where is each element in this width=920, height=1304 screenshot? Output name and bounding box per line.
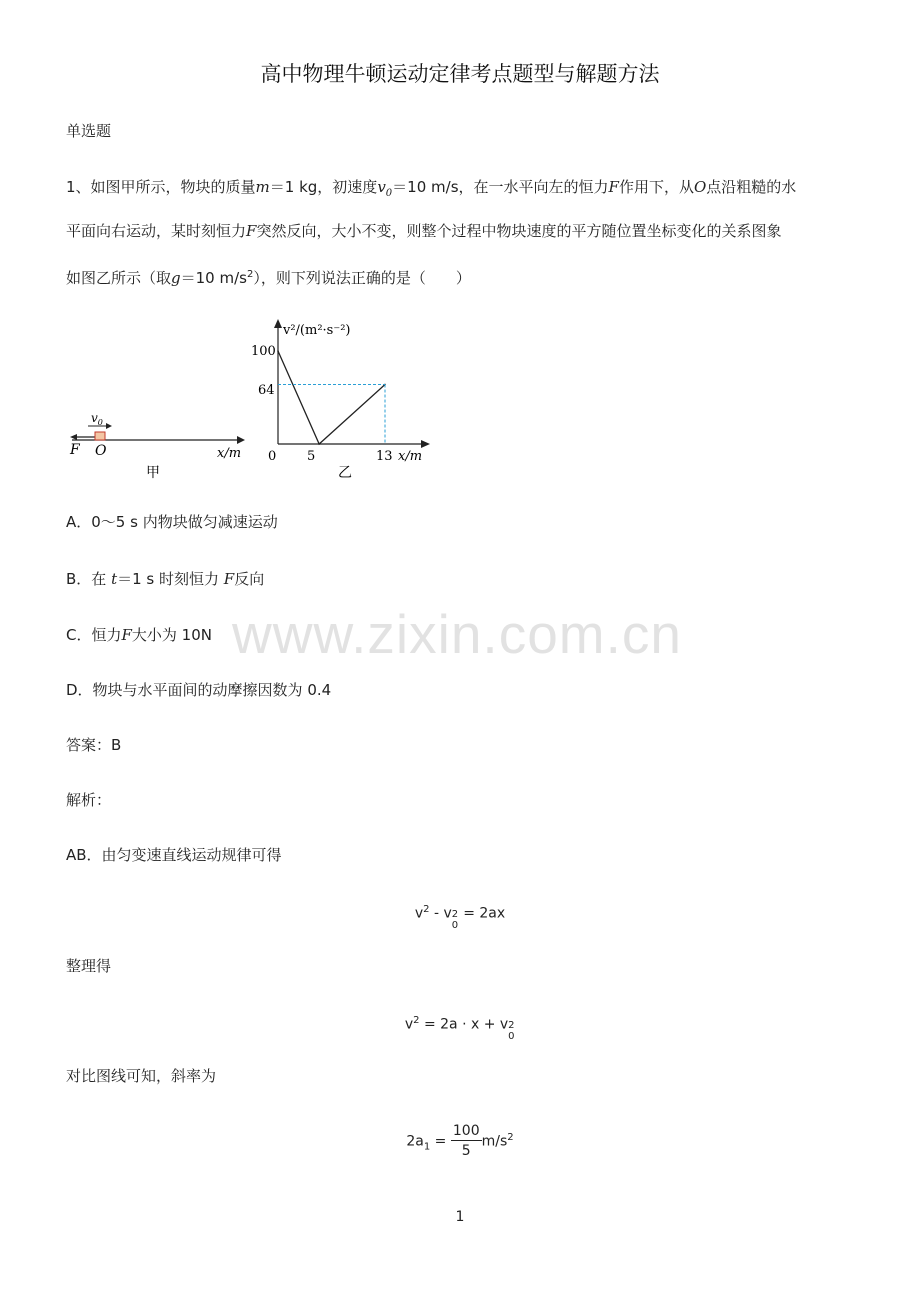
text: m/s	[481, 1133, 508, 1150]
superscript: 2	[508, 1019, 515, 1031]
force-arrow-head	[70, 434, 77, 440]
page-title: 高中物理牛顿运动定律考点题型与解题方法	[260, 62, 660, 86]
v0-arrow-head	[106, 423, 112, 429]
numerator: 100	[452, 1123, 480, 1139]
block	[95, 432, 105, 440]
text: ），则下列说法正确的是（ ）	[253, 269, 471, 287]
x-tick-0: 0	[268, 449, 277, 464]
o-label: O	[95, 443, 107, 459]
subscript: 0	[385, 188, 393, 199]
text: =	[430, 1133, 451, 1150]
superscript: 2	[423, 904, 430, 915]
option-c	[66, 625, 212, 645]
equation-2	[0, 1015, 920, 1042]
compare-label: 对比图线可知，斜率为	[66, 1067, 217, 1085]
subscript: 1	[423, 1141, 431, 1153]
text: v	[404, 1016, 414, 1033]
page-number: 1	[455, 1209, 465, 1225]
x-axis-arrow	[237, 436, 245, 444]
arrange-label: 整理得	[66, 957, 112, 975]
text: ＝10 m/s	[180, 269, 247, 287]
var-g: g	[171, 269, 181, 287]
denominator: 5	[461, 1143, 471, 1159]
figure-jia	[62, 400, 252, 485]
series-group	[277, 350, 386, 445]
var-F: F	[121, 626, 132, 644]
option-a: A．0～5 s 内物块做匀减速运动	[66, 513, 278, 531]
x-axis-label: x/m	[217, 446, 242, 461]
text: 平面向右运动，某时刻恒力	[66, 222, 247, 240]
x-tick-5: 5	[307, 449, 316, 464]
equation-3	[0, 1122, 920, 1161]
section-heading: 单选题	[66, 122, 112, 140]
y-axis-label: v²/(m²·s⁻²)	[283, 323, 351, 338]
x-axis-arrow	[421, 440, 430, 448]
var-F: F	[246, 222, 257, 240]
text: 突然反向，大小不变，则整个过程中物块速度的平方随位置坐标变化的关系图象	[256, 222, 782, 240]
superscript: 2	[413, 1015, 420, 1026]
x-tick-13: 13	[376, 449, 393, 464]
y-tick-100: 100	[251, 344, 276, 359]
text: = 2a · x + v	[419, 1016, 509, 1033]
text: v	[414, 905, 424, 922]
var-F: F	[608, 178, 619, 196]
superscript: 2	[451, 908, 459, 920]
series-line	[278, 351, 385, 444]
caption-jia: 甲	[146, 465, 160, 481]
equation-1	[0, 904, 920, 931]
text: ＝1 s 时刻恒力	[117, 570, 224, 588]
text: - v	[429, 905, 452, 922]
figure-yi-chart	[248, 314, 438, 486]
text: 作用下，从	[618, 178, 694, 196]
v0-label: $v_0$	[91, 411, 103, 427]
option-b	[66, 569, 264, 589]
var-v0: v	[377, 178, 386, 196]
text: B．在	[66, 570, 112, 588]
superscript: 2	[507, 1131, 514, 1143]
var-t: t	[111, 570, 118, 588]
text: 反向	[234, 570, 265, 588]
text: 2a	[406, 1133, 424, 1150]
x-axis-label: x/m	[398, 449, 423, 464]
analysis-ab: AB．由匀变速直线运动规律可得	[66, 846, 282, 864]
answer: 答案：B	[66, 736, 122, 754]
text: 1、如图甲所示，物块的质量	[66, 178, 256, 196]
data-point	[277, 350, 279, 352]
superscript: 2	[246, 269, 254, 280]
guides-group	[278, 384, 385, 444]
data-point	[318, 443, 320, 445]
y-tick-64: 64	[258, 383, 275, 398]
caption-yi: 乙	[338, 465, 352, 481]
fraction	[451, 1122, 482, 1161]
option-d: D．物块与水平面间的动摩擦因数为 0.4	[66, 681, 332, 699]
var-O: O	[693, 178, 707, 196]
text: 大小为 10N	[131, 626, 212, 644]
var-F: F	[223, 570, 235, 588]
text: C．恒力	[66, 626, 122, 644]
question-line-2	[66, 221, 781, 241]
var-m: m	[255, 178, 270, 196]
text: 点沿粗糙的水	[706, 178, 797, 196]
y-axis-arrow	[274, 319, 282, 328]
subscript: 0	[508, 1030, 515, 1042]
analysis-label: 解析：	[66, 791, 112, 809]
text: = 2ax	[458, 905, 506, 922]
text: ＝10 m/s，在一水平向左的恒力	[392, 178, 609, 196]
subscript: 0	[451, 919, 459, 931]
watermark: www.zixin.com.cn	[232, 603, 682, 665]
question-line-1	[66, 177, 796, 204]
text: ＝1 kg，初速度	[269, 178, 378, 196]
text: 如图乙所示（取	[66, 269, 172, 287]
question-line-3	[66, 265, 471, 288]
f-label: F	[70, 442, 80, 458]
